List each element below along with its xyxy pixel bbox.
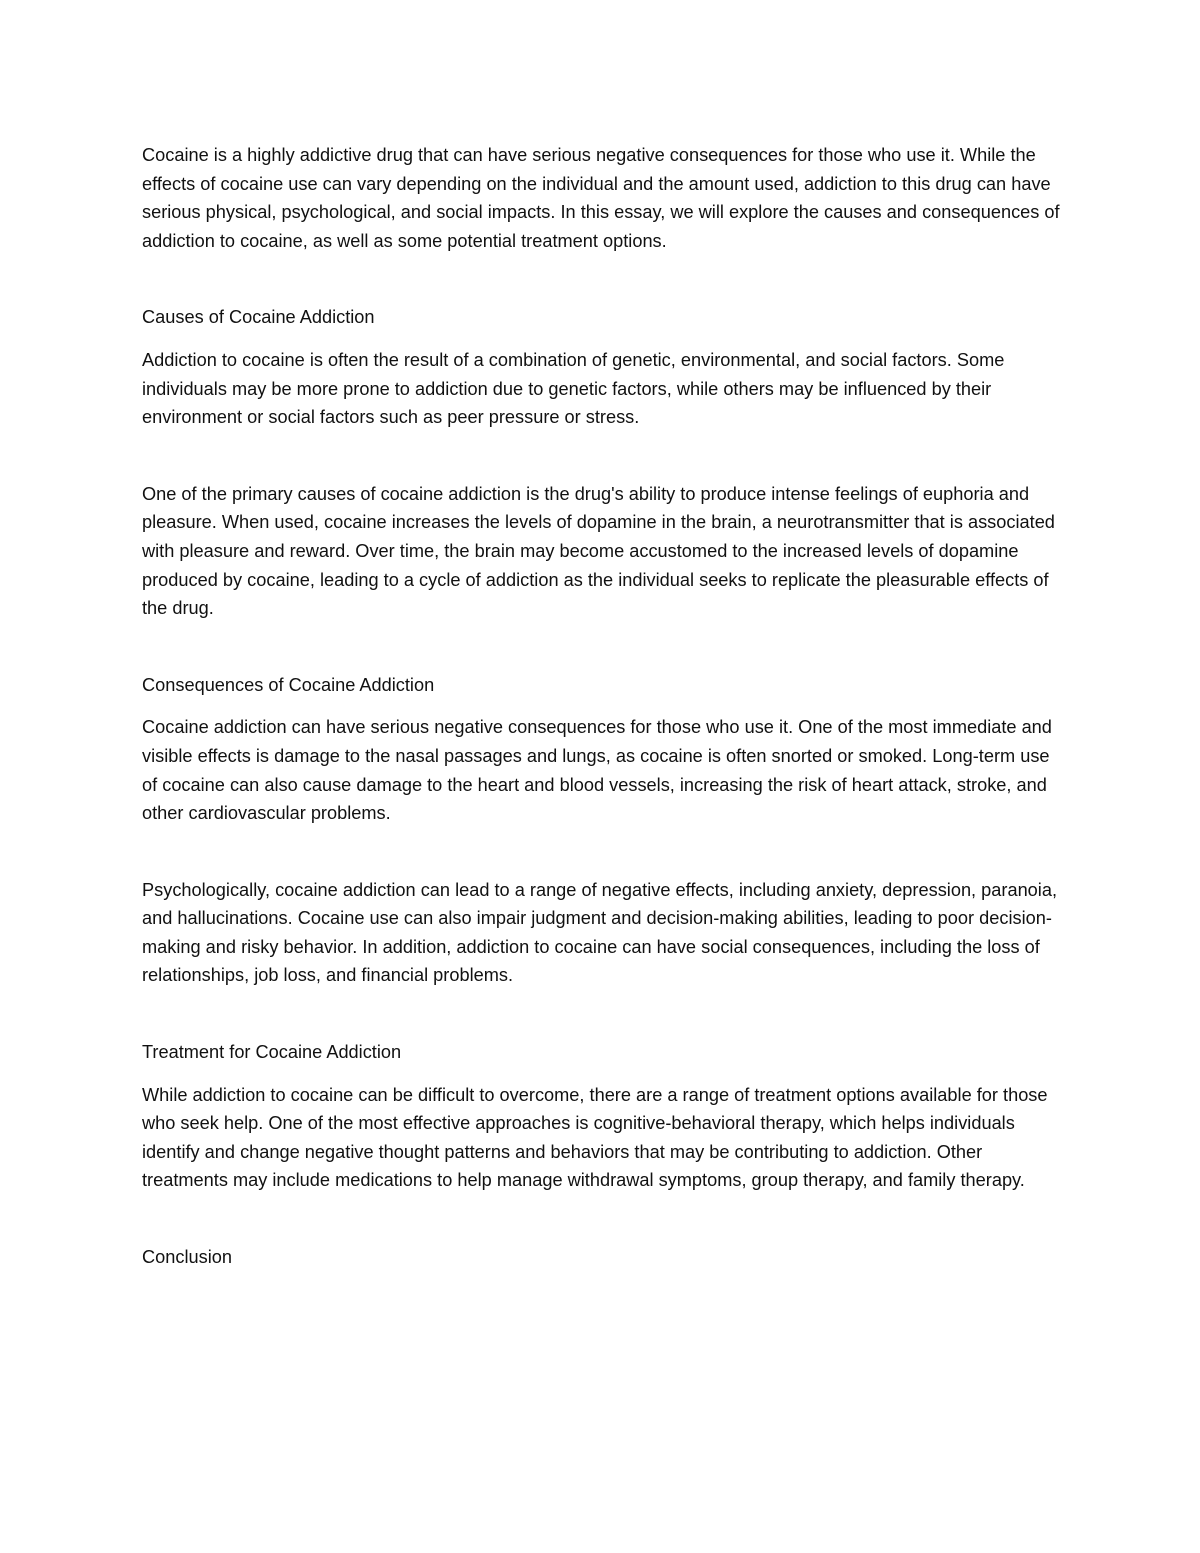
- consequences-paragraph-2: Psychologically, cocaine addiction can lead to a range of negative effects, including anxiety, depression, paranoia, and hallucinations. Cocaine use can also impair judgment and decision-making abilities, leading to poor decision-making and risky behavior. In addition, addiction to cocaine can have social consequences, including the loss of relationships, job loss, and financial problems.: [142, 879, 1058, 986]
- intro-paragraph: Cocaine is a highly addictive drug that can have serious negative consequences for those who use it. While the effects of cocaine use can vary depending on the individual and the amount used, addiction to this drug can have serious physical, psychological, and social impacts. In this essay, we will explore the causes and consequences of addiction to cocaine, as well as some potential treatment options.: [142, 145, 1060, 251]
- causes-paragraph-1: Addiction to cocaine is often the result of a combination of genetic, environmental, and social factors. Some individuals may be more prone to addiction due to genetic factors, while others may be influenced by their environment or social factors such as peer pressure or stress.: [142, 349, 1005, 428]
- treatment-paragraph-1: While addiction to cocaine can be difficult to overcome, there are a range of treatment options available for those who seek help. One of the most effective approaches is cognitive-behavioral therapy, which helps individuals identify and change negative thought patterns and behaviors that may be contributing to addiction. Other treatments may include medications to help manage withdrawal symptoms, group therapy, and family therapy.: [142, 1084, 1048, 1191]
- section-heading-consequences: Consequences of Cocaine Addiction: [142, 674, 435, 695]
- consequences-paragraph-1: Cocaine addiction can have serious negative consequences for those who use it. One of the most immediate and visible effects is damage to the nasal passages and lungs, as cocaine is often snorted or smoked. Long-term use of cocaine can also cause damage to the heart and blood vessels, increasing the risk of heart attack, stroke, and other cardiovascular problems.: [142, 717, 1052, 824]
- document-body: [142, 141, 1062, 1272]
- section-heading-treatment: Treatment for Cocaine Addiction: [142, 1042, 402, 1063]
- causes-paragraph-2: One of the primary causes of cocaine addiction is the drug's ability to produce intense feelings of euphoria and pleasure. When used, cocaine increases the levels of dopamine in the brain, a neurotransmitter that is associated with pleasure and reward. Over time, the brain may become accustomed to the increased levels of dopamine produced by cocaine, leading to a cycle of addiction as the individual seeks to replicate the pleasurable effects of the drug.: [142, 483, 1055, 619]
- section-heading-causes: Causes of Cocaine Addiction: [142, 307, 375, 328]
- section-heading-conclusion: Conclusion: [142, 1247, 232, 1268]
